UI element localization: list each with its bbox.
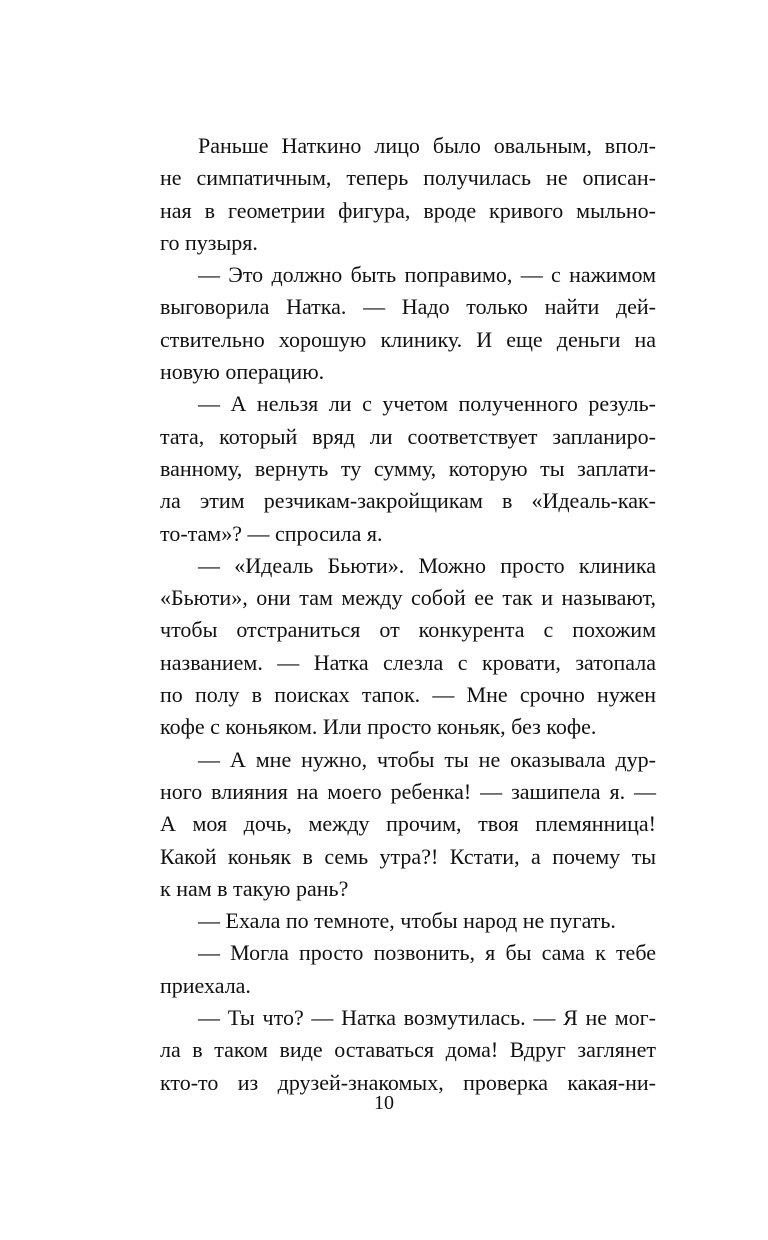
text-line: новую операцию. [160, 359, 325, 385]
text-line: ного влияния на моего ребенка! — зашипела я. — [160, 778, 656, 804]
text-line: Какой коньяк в семь утра?! Кстати, а почему ты [160, 843, 656, 869]
text-line: к нам в такую рань? [160, 875, 349, 901]
text-line: названием. — Натка слезла с кровати, затопала [160, 649, 656, 675]
text-line: выговорила Натка. — Надо только найти дей- [160, 294, 656, 320]
text-line: приехала. [160, 972, 251, 998]
text-line: по полу в поисках тапок. — Мне срочно нужен [160, 682, 656, 708]
text-line: чтобы отстраниться от конкурента с похожим [160, 617, 656, 643]
text-line: — «Идеаль Бьюти». Можно просто клиника [198, 552, 656, 578]
text-line: го пузыря. [160, 229, 258, 255]
text-line: ная в геометрии фигура, вроде кривого мыльно- [160, 197, 656, 223]
text-line: — Ехала по темноте, чтобы народ не пугать. [198, 908, 616, 934]
text-line: кто-то из друзей-знакомых, проверка какая-ни- [160, 1069, 656, 1095]
text-line: то-там»? — спросила я. [160, 520, 383, 546]
text-line: — А мне нужно, чтобы ты не оказывала дур- [198, 746, 656, 772]
text-line: — А нельзя ли с учетом полученного резуль- [198, 391, 656, 417]
text-line: ла этим резчикам-закройщикам в «Идеаль-как- [160, 488, 656, 514]
text-line: А моя дочь, между прочим, твоя племянница! [160, 811, 656, 837]
text-line: Раньше Наткино лицо было овальным, впол- [198, 133, 656, 158]
text-line: — Ты что? — Натка возмутилась. — Я не мог- [198, 1005, 656, 1031]
text-line: кофе с коньяком. Или просто коньяк, без кофе. [160, 714, 597, 740]
text-line: «Бьюти», они там между собой ее так и называют, [160, 585, 656, 611]
text-line: ванному, вернуть ту сумму, которую ты заплати- [160, 455, 656, 481]
text-line: — Это должно быть поправимо, — с нажимом [198, 262, 656, 288]
text-line: — Могла просто позвонить, я бы сама к тебе [198, 940, 656, 966]
text-line: ствительно хорошую клинику. И еще деньги на [160, 326, 656, 352]
body-text [160, 130, 656, 1099]
text-line: не симпатичным, теперь получилась не описан- [160, 165, 656, 191]
text-line: тата, который вряд ли соответствует запланиро- [160, 423, 656, 449]
page-number: 10 [374, 1092, 394, 1114]
text-line: ла в таком виде оставаться дома! Вдруг заглянет [160, 1037, 656, 1063]
